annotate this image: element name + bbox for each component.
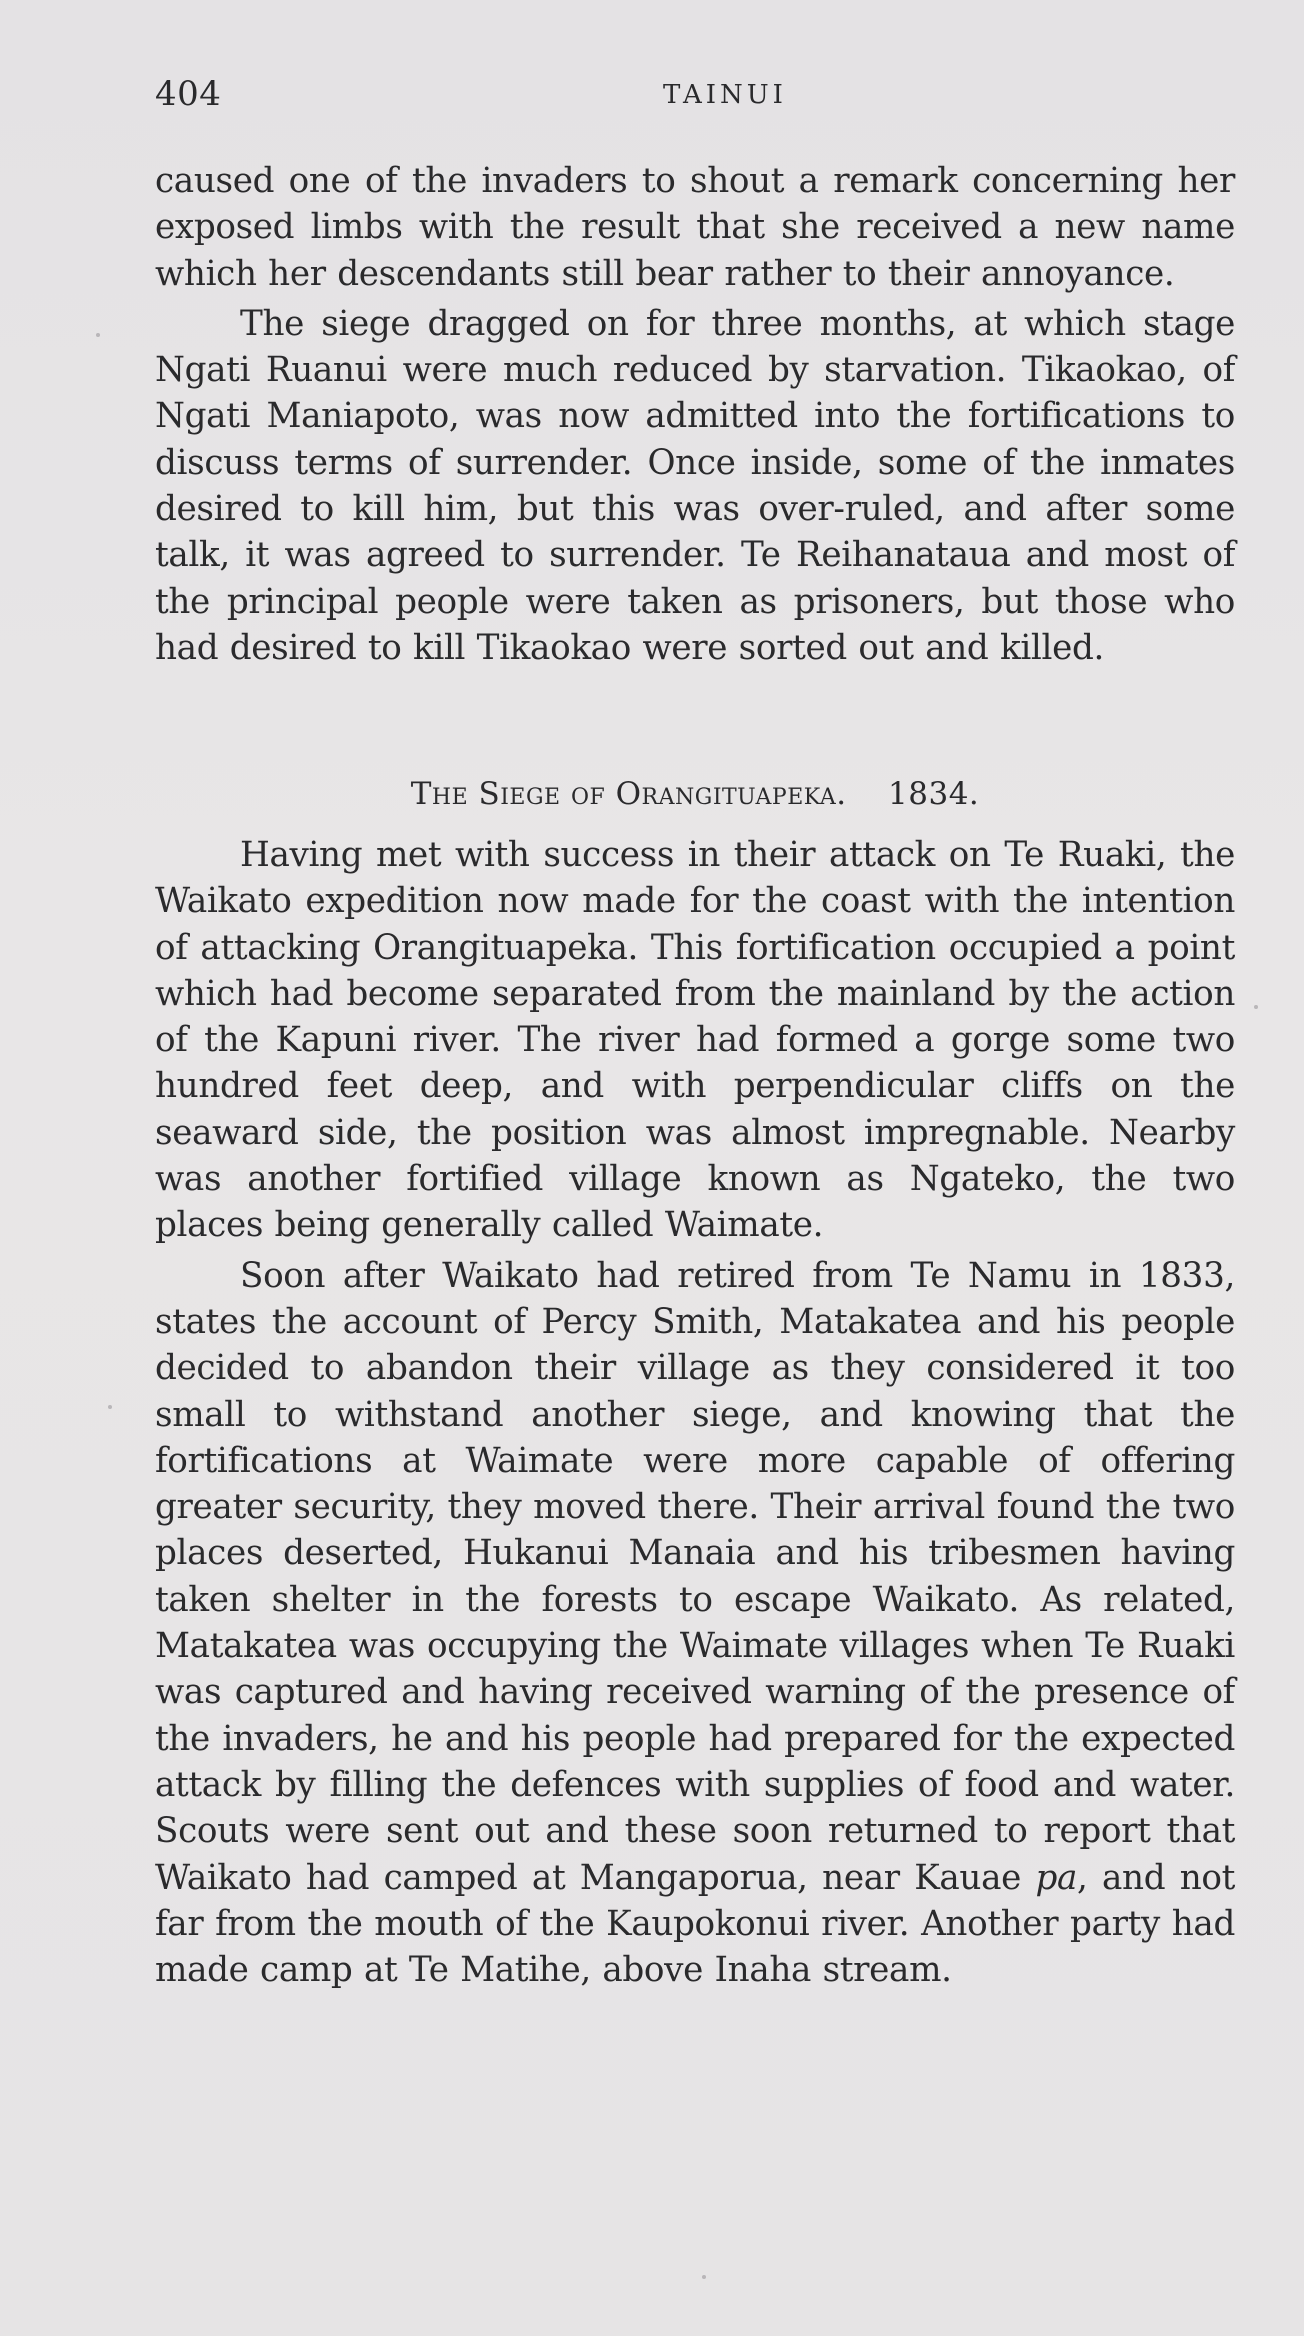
paper-speck [702,2275,706,2279]
section-heading-title: The Siege of Orangituapeka. [410,776,847,812]
text-block-bottom [155,832,1235,1993]
paper-speck [108,1405,112,1409]
page-number: 404 [155,74,222,114]
running-head: TAINUI [663,80,787,110]
paragraph-having-met: Having met with success in their attack on Te Ruaki, the Waikato expedition now made for the coast with the intention of attacking Orangituapeka. This fortification occupied a point which had become separated from the mainland by the action of the Kapuni river. The river had formed a gorge some two hundred feet deep, and with perpendicular cliffs on the seaward side, the position was almost impregnable. Nearby was another fortified village known as Ngateko, the two places being generally called Waimate. [155,835,1235,1246]
paragraph-soon-after: Soon after Waikato had retired from Te Namu in 1833, states the account of Percy Smith, Matakatea and his people decided to abandon their village as they considered it too small to withstand another siege, and knowing that the fortifications at Waimate were more capable of offering greater security, they moved there. Their arrival found the two places deserted, Hukanui Manaia and his tribesmen having taken shelter in the forests to escape Waikato. As related, Matakatea was occupying the Waimate villages when Te Ruaki was captured and having received warning of the presence of the invaders, he and his people had prepared for the expected attack by filling the defences with supplies of food and water. Scouts were sent out and these soon returned to report that Waikato had camped at Mangaporua, near Kauae pa, and not far from the mouth of the Kaupokonui river. Another party had made camp at Te Matihe, above Inaha stream. [155,1255,1236,1991]
text-block-top [155,158,1235,671]
paper-speck [1254,1005,1258,1009]
paper-speck [96,333,100,337]
italic-pa: pa [1035,1857,1078,1898]
section-heading [155,776,1235,812]
paragraph-siege-dragged: The siege dragged on for three months, at which stage Ngati Ruanui were much reduced by starvation. Tikaokao, of Ngati Maniapoto, was now admitted into the fortifications to discuss terms of surrender. Once inside, some of the inmates desired to kill him, but this was over-ruled, and after some talk, it was agreed to surrender. Te Reihanataua and most of the principal people were taken as prisoners, but those who had desired to kill Tikaokao were sorted out and killed. [155,303,1235,668]
section-heading-year: 1834. [888,776,980,812]
paragraph-continuation: caused one of the invaders to shout a remark concerning her exposed limbs with the result that she received a new name which her descendants still bear rather to their annoyance. [155,161,1235,294]
page-header [155,74,1235,124]
